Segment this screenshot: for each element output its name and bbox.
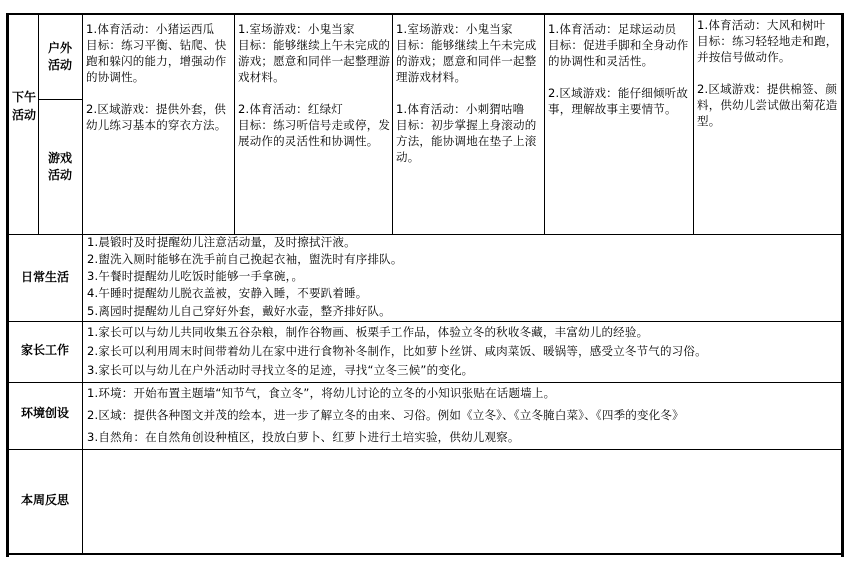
environment-item: 2.区域：提供各种图文并茂的绘本，进一步了解立冬的由来、习俗。例如《立冬》、《立冬腌白菜》、《四季的变化冬》 bbox=[87, 408, 684, 422]
weekly-reflection-content[interactable] bbox=[86, 453, 838, 551]
environment-item: 1.环境：开始布置主题墙“知节气，食立冬”，将幼儿讨论的立冬的小知识张贴在话题墙上。 bbox=[87, 386, 556, 400]
rule-v-label bbox=[82, 13, 83, 554]
rule-bottom bbox=[9, 553, 841, 555]
parents-item: 3.家长可以与幼儿在户外活动时寻找立冬的足迹，寻找“立冬三候”的变化。 bbox=[87, 363, 474, 377]
environment-item: 3.自然角：在自然角创设种植区，投放白萝卜、红萝卜进行土培实验，供幼儿观察。 bbox=[87, 430, 520, 444]
rule-v-day4 bbox=[544, 13, 545, 234]
rule-daily-bottom bbox=[9, 321, 841, 322]
parents-work-label: 家长工作 bbox=[20, 343, 69, 357]
parents-item: 1.家长可以与幼儿共同收集五谷杂粮，制作谷物画、板栗手工作品，体验立冬的秋收冬藏，丰富幼儿的经验。 bbox=[87, 325, 649, 339]
parents-item: 2.家长可以利用周末时间带着幼儿在家中进行食物补冬制作，比如萝卜丝饼、咸肉菜饭、暖锅等，感受立冬节气的习俗。 bbox=[87, 344, 707, 358]
weekly-reflection-label: 本周反思 bbox=[20, 493, 69, 507]
rule-afternoon-mid bbox=[38, 99, 82, 100]
rule-v-sub bbox=[38, 13, 39, 234]
rule-v-day2 bbox=[234, 13, 235, 234]
environment-label: 环境创设 bbox=[20, 406, 69, 420]
daily-item: 3.午餐时提醒幼儿吃饭时能够一手拿碗，。 bbox=[87, 269, 304, 283]
daily-item: 4.午睡时提醒幼儿脱衣盖被，安静入睡，不要趴着睡。 bbox=[87, 286, 368, 300]
outdoor-activity-label: 户外活动 bbox=[47, 41, 72, 72]
daily-item: 1.晨锻时及时提醒幼儿注意活动量，及时擦拭汗液。 bbox=[87, 235, 356, 249]
afternoon-day-4: 1.体育活动：足球运动员 目标：促进手脚和全身动作的协调性和灵活性。 2.区域游戏：能仔细倾听故事，理解故事主要情节。 bbox=[548, 22, 689, 116]
rule-parents-bottom bbox=[9, 382, 841, 383]
game-activity-label: 游戏活动 bbox=[47, 151, 72, 182]
daily-item: 5.离园时提醒幼儿自己穿好外套，戴好水壶，整齐排好队。 bbox=[87, 304, 391, 318]
rule-top bbox=[9, 13, 841, 15]
weekly-plan-table bbox=[6, 13, 844, 557]
afternoon-day-5: 1.体育活动：大风和树叶 目标：练习轻轻地走和跑，并按信号做动作。 2.区域游戏：提供棉签、颜料，供幼儿尝试做出菊花造型。 bbox=[697, 18, 838, 128]
afternoon-day-3: 1.室场游戏：小鬼当家 目标：能够继续上午未完成的游戏；愿意和同伴一起整理游戏材料。 1.体育活动：小刺猬咕噜 目标：初步掌握上身滚动的方法，能协调地在垫子上滚动。 bbox=[396, 22, 537, 164]
daily-life-label: 日常生活 bbox=[20, 270, 69, 284]
afternoon-day-1: 1.体育活动：小猪运西瓜 目标：练习平衡、钻爬、快跑和躲闪的能力，增强动作的协调性。 2.区域游戏：提供外套，供幼儿练习基本的穿衣方法。 bbox=[86, 22, 227, 132]
rule-env-bottom bbox=[9, 449, 841, 450]
afternoon-day-2: 1.室场游戏：小鬼当家 目标：能够继续上午未完成的游戏；愿意和同伴一起整理游戏材料。 2.体育活动：红绿灯 目标：练习听信号走或停，发展动作的灵活性和协调性。 bbox=[238, 22, 391, 148]
afternoon-label: 下午活动 bbox=[11, 90, 36, 122]
rule-v-day3 bbox=[392, 13, 393, 234]
rule-v-day5 bbox=[693, 13, 694, 234]
daily-item: 2.盥洗入厕时能够在洗手前自己挽起衣袖，盥洗时有序排队。 bbox=[87, 252, 403, 266]
